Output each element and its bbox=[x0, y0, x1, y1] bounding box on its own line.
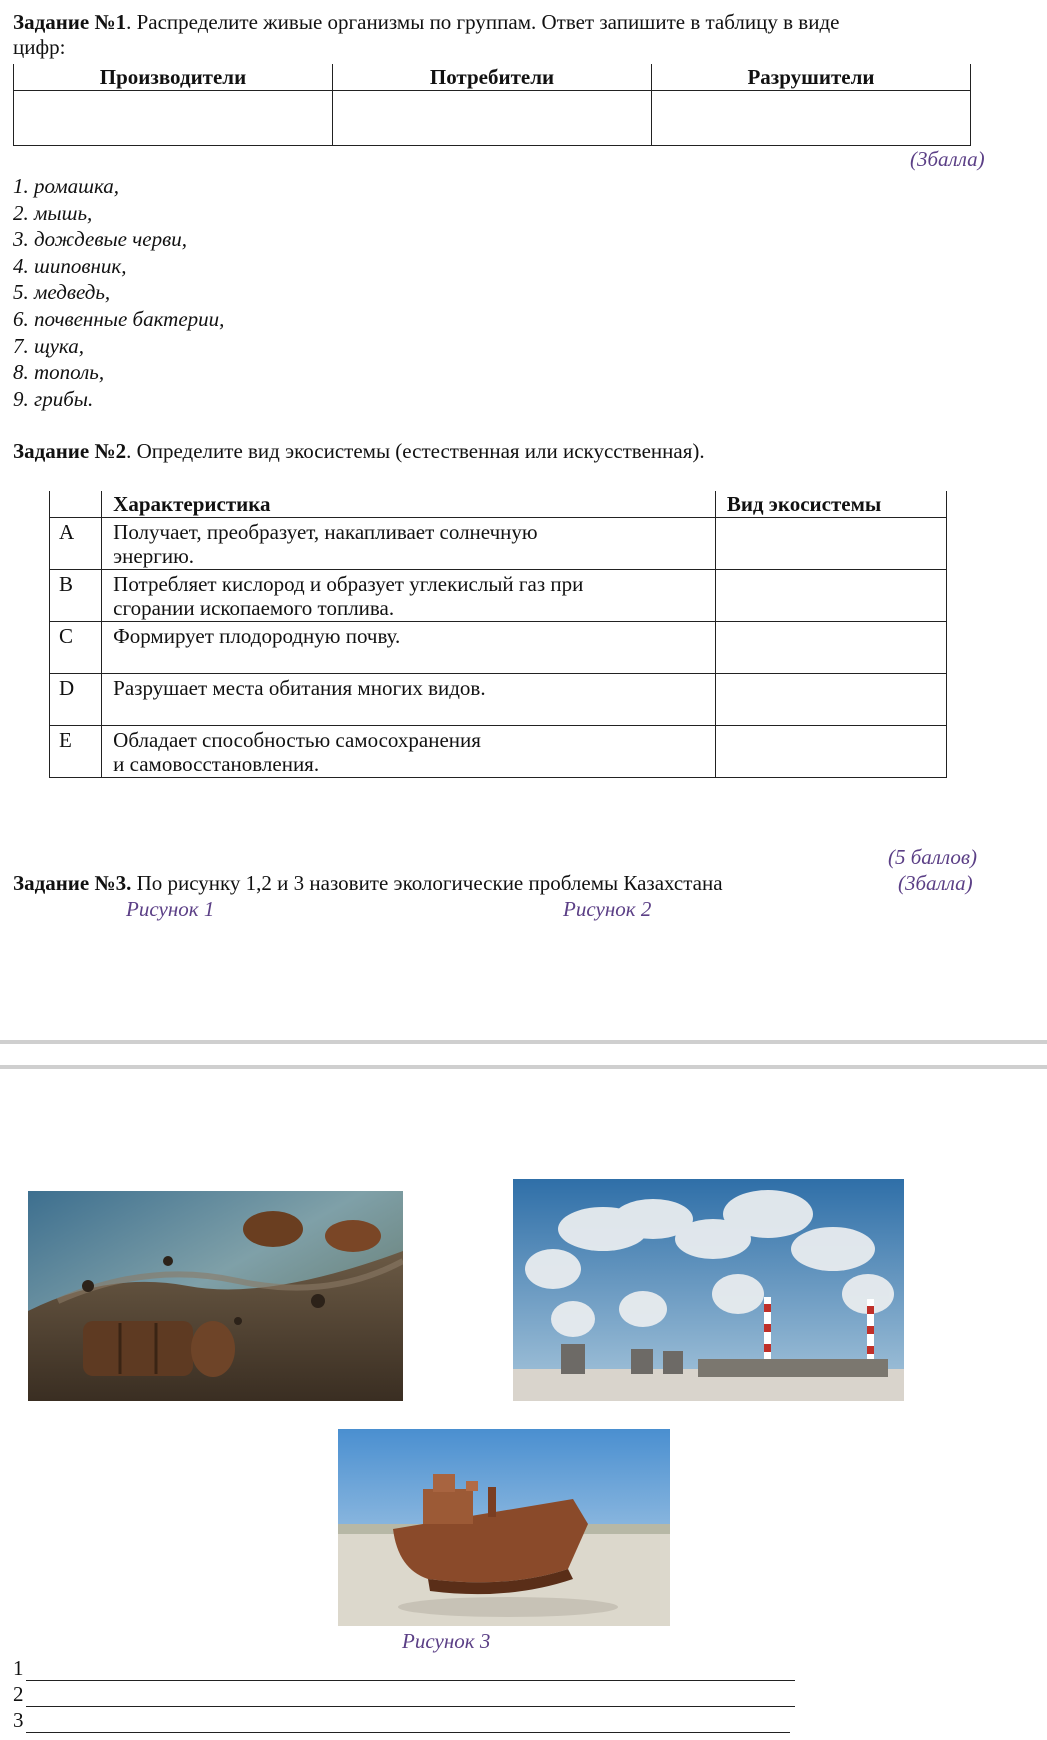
list-item: 1. ромашка, bbox=[13, 174, 120, 198]
task1-header-consumers: Потребители bbox=[333, 64, 652, 91]
task1-points: (3балла) bbox=[910, 147, 985, 171]
task2-header-characteristic: Характеристика bbox=[102, 491, 716, 518]
answer-line-3[interactable] bbox=[13, 1708, 790, 1733]
task1-answer-producers[interactable] bbox=[14, 91, 333, 146]
list-item: 5. медведь, bbox=[13, 280, 111, 305]
row-letter: E bbox=[50, 726, 102, 778]
task2-title-bold: Задание №2 bbox=[13, 439, 127, 463]
row-characteristic: Разрушает места обитания многих видов. bbox=[102, 674, 716, 726]
task1-answer-consumers[interactable] bbox=[333, 91, 652, 146]
row-characteristic: Обладает способностью самосохранения и самовосстановления. bbox=[102, 726, 716, 778]
figure2-factory-smoke-image bbox=[513, 1179, 904, 1401]
task2-header-blank bbox=[50, 491, 102, 518]
task2-header-ecosystem-type: Вид экосистемы bbox=[715, 491, 946, 518]
task3-title bbox=[13, 871, 723, 896]
row-characteristic: Потребляет кислород и образует углекислый газ при сгорании ископаемого топлива. bbox=[102, 570, 716, 622]
row-answer-cell[interactable] bbox=[715, 674, 946, 726]
figure2-caption-top: Рисунок 2 bbox=[563, 897, 652, 921]
row-answer-cell[interactable] bbox=[715, 518, 946, 570]
figure3-stranded-ship-image bbox=[338, 1429, 670, 1626]
task3-title-bold: Задание №3. bbox=[13, 871, 132, 895]
task1-title-bold: Задание №1 bbox=[13, 10, 127, 34]
task2-title bbox=[13, 439, 705, 464]
row-letter: A bbox=[50, 518, 102, 570]
figure1-polluted-shore-image bbox=[28, 1191, 403, 1401]
answer-line-2[interactable] bbox=[13, 1682, 795, 1707]
answer-number: 1 bbox=[13, 1656, 24, 1680]
row-answer-cell[interactable] bbox=[715, 726, 946, 778]
table-row bbox=[50, 622, 947, 674]
task1-header-decomposers: Разрушители bbox=[652, 64, 971, 91]
organism-list bbox=[13, 173, 224, 412]
list-item: 9. грибы. bbox=[13, 386, 94, 411]
row-characteristic: Получает, преобразует, накапливает солнечную энергию. bbox=[102, 518, 716, 570]
figure1-caption-top: Рисунок 1 bbox=[126, 897, 215, 921]
answer-underline[interactable] bbox=[26, 1660, 795, 1681]
table-row bbox=[50, 726, 947, 778]
separator-line bbox=[0, 1040, 1047, 1044]
answer-line-1[interactable] bbox=[13, 1656, 795, 1681]
row-characteristic: Формирует плодородную почву. bbox=[102, 622, 716, 674]
list-item: 4. шиповник, bbox=[13, 253, 127, 278]
answer-number: 2 bbox=[13, 1682, 24, 1706]
list-item: 6. почвенные бактерии, bbox=[13, 306, 225, 331]
row-letter: B bbox=[50, 570, 102, 622]
task1-title-text: . Распределите живые организмы по группам. Ответ запишите в таблицу в виде bbox=[126, 10, 840, 34]
task1-header-producers: Производители bbox=[14, 64, 333, 91]
table-row bbox=[50, 570, 947, 622]
task1-title-text-2: цифр: bbox=[13, 35, 66, 59]
answer-underline[interactable] bbox=[26, 1686, 795, 1707]
row-letter: C bbox=[50, 622, 102, 674]
task2-title-text: . Определите вид экосистемы (естественная или искусственная). bbox=[126, 439, 705, 463]
figure3-caption: Рисунок 3 bbox=[402, 1629, 491, 1653]
task3-title-text: По рисунку 1,2 и 3 назовите экологические проблемы Казахстана bbox=[131, 871, 723, 895]
list-item: 8. тополь, bbox=[13, 360, 105, 385]
task1-table bbox=[13, 64, 971, 146]
row-letter: D bbox=[50, 674, 102, 726]
task1-answer-decomposers[interactable] bbox=[652, 91, 971, 146]
separator-line bbox=[0, 1065, 1047, 1069]
answer-number: 3 bbox=[13, 1708, 24, 1732]
list-item: 3. дождевые черви, bbox=[13, 227, 187, 252]
list-item: 2. мышь, bbox=[13, 200, 93, 225]
task2-table bbox=[49, 491, 947, 778]
row-answer-cell[interactable] bbox=[715, 570, 946, 622]
table-row bbox=[50, 674, 947, 726]
task3-points: (3балла) bbox=[898, 871, 973, 895]
task2-points: (5 баллов) bbox=[888, 845, 977, 869]
task1-title bbox=[13, 10, 1023, 60]
row-answer-cell[interactable] bbox=[715, 622, 946, 674]
answer-underline[interactable] bbox=[26, 1712, 790, 1733]
table-row bbox=[50, 518, 947, 570]
list-item: 7. щука, bbox=[13, 333, 84, 358]
